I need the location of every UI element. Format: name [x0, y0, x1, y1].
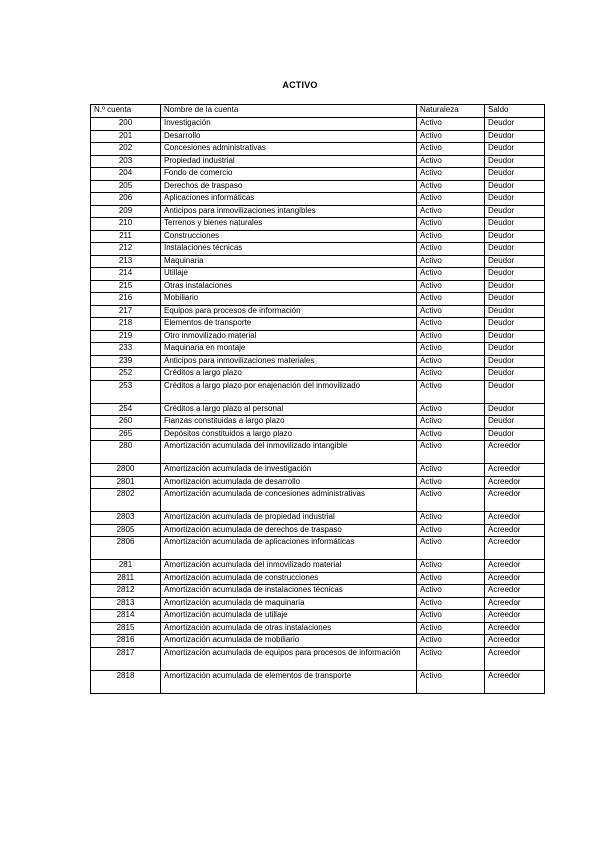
account-number-cell: 214: [91, 268, 161, 281]
nature-cell: Activo: [417, 428, 485, 441]
account-name-cell: Amortización acumulada de otras instalaciones: [161, 622, 417, 635]
table-row: [91, 330, 545, 343]
balance-cell: Acreedor: [485, 441, 545, 464]
nature-cell: Activo: [417, 355, 485, 368]
account-number-cell: 210: [91, 218, 161, 231]
nature-cell: Activo: [417, 293, 485, 306]
table-row: [91, 230, 545, 243]
account-name-cell: Maquinaria en montaje: [161, 343, 417, 356]
table-row: [91, 441, 545, 464]
account-number-cell: 205: [91, 180, 161, 193]
table-row: [91, 205, 545, 218]
nature-cell: Activo: [417, 572, 485, 585]
table-row: [91, 268, 545, 281]
nature-cell: Activo: [417, 168, 485, 181]
balance-cell: Deudor: [485, 280, 545, 293]
account-name-cell: Maquinaria: [161, 255, 417, 268]
nature-cell: Activo: [417, 343, 485, 356]
nature-cell: Activo: [417, 143, 485, 156]
balance-cell: Deudor: [485, 416, 545, 429]
nature-cell: Activo: [417, 610, 485, 623]
account-name-cell: Amortización acumulada de concesiones administrativas: [161, 489, 417, 512]
account-number-cell: 201: [91, 130, 161, 143]
nature-cell: Activo: [417, 585, 485, 598]
account-number-cell: 211: [91, 230, 161, 243]
account-number-cell: 202: [91, 143, 161, 156]
nature-cell: Activo: [417, 670, 485, 693]
account-name-cell: Terrenos y bienes naturales: [161, 218, 417, 231]
header-balance: Saldo: [485, 105, 545, 118]
nature-cell: Activo: [417, 464, 485, 477]
account-number-cell: 215: [91, 280, 161, 293]
table-row: [91, 380, 545, 403]
account-name-cell: Créditos a largo plazo: [161, 368, 417, 381]
account-number-cell: 212: [91, 243, 161, 256]
table-row: [91, 560, 545, 573]
account-name-cell: Fondo de comercio: [161, 168, 417, 181]
balance-cell: Acreedor: [485, 585, 545, 598]
account-number-cell: 219: [91, 330, 161, 343]
table-row: [91, 255, 545, 268]
table-row: [91, 355, 545, 368]
nature-cell: Activo: [417, 155, 485, 168]
account-number-cell: 281: [91, 560, 161, 573]
table-row: [91, 243, 545, 256]
nature-cell: Activo: [417, 647, 485, 670]
table-row: [91, 168, 545, 181]
balance-cell: Deudor: [485, 118, 545, 131]
account-number-cell: 239: [91, 355, 161, 368]
account-number-cell: 2817: [91, 647, 161, 670]
account-name-cell: Mobiliario: [161, 293, 417, 306]
account-number-cell: 2803: [91, 512, 161, 525]
balance-cell: Deudor: [485, 230, 545, 243]
nature-cell: Activo: [417, 130, 485, 143]
account-number-cell: 280: [91, 441, 161, 464]
balance-cell: Acreedor: [485, 464, 545, 477]
balance-cell: Deudor: [485, 318, 545, 331]
accounts-table: [90, 104, 545, 694]
account-name-cell: Anticipos para inmovilizaciones materiales: [161, 355, 417, 368]
account-name-cell: Créditos a largo plazo por enajenación del inmovilizado: [161, 380, 417, 403]
account-name-cell: Elementos de transporte: [161, 318, 417, 331]
nature-cell: Activo: [417, 193, 485, 206]
balance-cell: Deudor: [485, 428, 545, 441]
account-name-cell: Amortización acumulada de equipos para procesos de información: [161, 647, 417, 670]
table-row: [91, 428, 545, 441]
balance-cell: Deudor: [485, 143, 545, 156]
balance-cell: Acreedor: [485, 476, 545, 489]
account-name-cell: Utillaje: [161, 268, 417, 281]
account-name-cell: Depósitos constituidos a largo plazo: [161, 428, 417, 441]
account-name-cell: Amortización acumulada del inmovilizado material: [161, 560, 417, 573]
balance-cell: Deudor: [485, 193, 545, 206]
account-number-cell: 2800: [91, 464, 161, 477]
nature-cell: Activo: [417, 380, 485, 403]
nature-cell: Activo: [417, 441, 485, 464]
table-row: [91, 489, 545, 512]
page-title: ACTIVO: [282, 80, 318, 90]
balance-cell: Deudor: [485, 368, 545, 381]
balance-cell: Deudor: [485, 330, 545, 343]
table-row: [91, 155, 545, 168]
account-number-cell: 203: [91, 155, 161, 168]
nature-cell: Activo: [417, 205, 485, 218]
table-row: [91, 476, 545, 489]
nature-cell: Activo: [417, 268, 485, 281]
nature-cell: Activo: [417, 330, 485, 343]
account-name-cell: Aplicaciones informáticas: [161, 193, 417, 206]
table-row: [91, 180, 545, 193]
account-number-cell: 206: [91, 193, 161, 206]
account-name-cell: Concesiones administrativas: [161, 143, 417, 156]
nature-cell: Activo: [417, 622, 485, 635]
table-row: [91, 670, 545, 693]
nature-cell: Activo: [417, 560, 485, 573]
table-row: [91, 143, 545, 156]
account-number-cell: 213: [91, 255, 161, 268]
table-row: [91, 572, 545, 585]
account-name-cell: Créditos a largo plazo al personal: [161, 403, 417, 416]
balance-cell: Acreedor: [485, 622, 545, 635]
account-number-cell: 2814: [91, 610, 161, 623]
balance-cell: Acreedor: [485, 524, 545, 537]
account-name-cell: Amortización acumulada de maquinaria: [161, 597, 417, 610]
balance-cell: Acreedor: [485, 572, 545, 585]
account-name-cell: Propiedad industrial: [161, 155, 417, 168]
account-name-cell: Amortización acumulada de utillaje: [161, 610, 417, 623]
account-number-cell: 2806: [91, 537, 161, 560]
account-number-cell: 265: [91, 428, 161, 441]
account-number-cell: 254: [91, 403, 161, 416]
balance-cell: Acreedor: [485, 597, 545, 610]
account-number-cell: 218: [91, 318, 161, 331]
account-name-cell: Otras instalaciones: [161, 280, 417, 293]
balance-cell: Deudor: [485, 293, 545, 306]
balance-cell: Acreedor: [485, 489, 545, 512]
nature-cell: Activo: [417, 255, 485, 268]
table-header-row: [91, 105, 545, 118]
balance-cell: Acreedor: [485, 560, 545, 573]
account-name-cell: Otro inmovilizado material: [161, 330, 417, 343]
account-name-cell: Derechos de traspaso: [161, 180, 417, 193]
account-name-cell: Amortización acumulada de aplicaciones informáticas: [161, 537, 417, 560]
account-number-cell: 233: [91, 343, 161, 356]
nature-cell: Activo: [417, 368, 485, 381]
table-row: [91, 403, 545, 416]
account-number-cell: 2811: [91, 572, 161, 585]
balance-cell: Deudor: [485, 155, 545, 168]
balance-cell: Deudor: [485, 180, 545, 193]
nature-cell: Activo: [417, 403, 485, 416]
account-name-cell: Equipos para procesos de información: [161, 305, 417, 318]
table-row: [91, 610, 545, 623]
account-number-cell: 216: [91, 293, 161, 306]
account-name-cell: Amortización acumulada de desarrollo: [161, 476, 417, 489]
table-row: [91, 635, 545, 648]
table-row: [91, 130, 545, 143]
balance-cell: Acreedor: [485, 610, 545, 623]
table-row: [91, 647, 545, 670]
nature-cell: Activo: [417, 489, 485, 512]
account-number-cell: 2812: [91, 585, 161, 598]
nature-cell: Activo: [417, 524, 485, 537]
table-row: [91, 464, 545, 477]
balance-cell: Deudor: [485, 130, 545, 143]
table-row: [91, 585, 545, 598]
account-number-cell: 204: [91, 168, 161, 181]
account-name-cell: Amortización acumulada de investigación: [161, 464, 417, 477]
balance-cell: Acreedor: [485, 537, 545, 560]
table-row: [91, 597, 545, 610]
balance-cell: Acreedor: [485, 635, 545, 648]
nature-cell: Activo: [417, 118, 485, 131]
account-number-cell: 2813: [91, 597, 161, 610]
account-name-cell: Instalaciones técnicas: [161, 243, 417, 256]
balance-cell: Deudor: [485, 403, 545, 416]
table-row: [91, 293, 545, 306]
account-name-cell: Amortización acumulada de mobiliario: [161, 635, 417, 648]
account-name-cell: Desarrollo: [161, 130, 417, 143]
nature-cell: Activo: [417, 476, 485, 489]
account-name-cell: Amortización acumulada de propiedad industrial: [161, 512, 417, 525]
nature-cell: Activo: [417, 230, 485, 243]
account-name-cell: Amortización acumulada de derechos de traspaso: [161, 524, 417, 537]
nature-cell: Activo: [417, 280, 485, 293]
table-row: [91, 622, 545, 635]
nature-cell: Activo: [417, 318, 485, 331]
account-number-cell: 2801: [91, 476, 161, 489]
header-account-name: Nombre de la cuenta: [161, 105, 417, 118]
balance-cell: Deudor: [485, 168, 545, 181]
account-number-cell: 2816: [91, 635, 161, 648]
balance-cell: Deudor: [485, 218, 545, 231]
account-name-cell: Construcciones: [161, 230, 417, 243]
balance-cell: Deudor: [485, 243, 545, 256]
account-number-cell: 217: [91, 305, 161, 318]
account-name-cell: Amortización acumulada de instalaciones técnicas: [161, 585, 417, 598]
balance-cell: Deudor: [485, 305, 545, 318]
table-row: [91, 218, 545, 231]
table-row: [91, 524, 545, 537]
account-number-cell: 2815: [91, 622, 161, 635]
table-row: [91, 368, 545, 381]
account-number-cell: 2805: [91, 524, 161, 537]
account-name-cell: Amortización acumulada del inmovilizado intangible: [161, 441, 417, 464]
balance-cell: Deudor: [485, 355, 545, 368]
account-name-cell: Anticipos para inmovilizaciones intangibles: [161, 205, 417, 218]
nature-cell: Activo: [417, 635, 485, 648]
account-number-cell: 2802: [91, 489, 161, 512]
table-row: [91, 280, 545, 293]
nature-cell: Activo: [417, 597, 485, 610]
table-row: [91, 305, 545, 318]
account-name-cell: Fianzas constituidas a largo plazo: [161, 416, 417, 429]
account-number-cell: 260: [91, 416, 161, 429]
balance-cell: Deudor: [485, 205, 545, 218]
account-name-cell: Amortización acumulada de construcciones: [161, 572, 417, 585]
table-row: [91, 118, 545, 131]
balance-cell: Acreedor: [485, 512, 545, 525]
balance-cell: Acreedor: [485, 670, 545, 693]
table-row: [91, 512, 545, 525]
nature-cell: Activo: [417, 305, 485, 318]
nature-cell: Activo: [417, 218, 485, 231]
nature-cell: Activo: [417, 243, 485, 256]
account-number-cell: 209: [91, 205, 161, 218]
table-row: [91, 416, 545, 429]
balance-cell: Acreedor: [485, 647, 545, 670]
nature-cell: Activo: [417, 537, 485, 560]
balance-cell: Deudor: [485, 380, 545, 403]
account-number-cell: 252: [91, 368, 161, 381]
table-row: [91, 193, 545, 206]
header-account-number: N.º cuenta: [91, 105, 161, 118]
account-name-cell: Amortización acumulada de elementos de transporte: [161, 670, 417, 693]
nature-cell: Activo: [417, 512, 485, 525]
header-nature: Naturaleza: [417, 105, 485, 118]
account-name-cell: Investigación: [161, 118, 417, 131]
nature-cell: Activo: [417, 180, 485, 193]
table-row: [91, 318, 545, 331]
balance-cell: Deudor: [485, 255, 545, 268]
balance-cell: Deudor: [485, 343, 545, 356]
account-number-cell: 2818: [91, 670, 161, 693]
account-number-cell: 253: [91, 380, 161, 403]
table-row: [91, 343, 545, 356]
balance-cell: Deudor: [485, 268, 545, 281]
table-row: [91, 537, 545, 560]
account-number-cell: 200: [91, 118, 161, 131]
nature-cell: Activo: [417, 416, 485, 429]
